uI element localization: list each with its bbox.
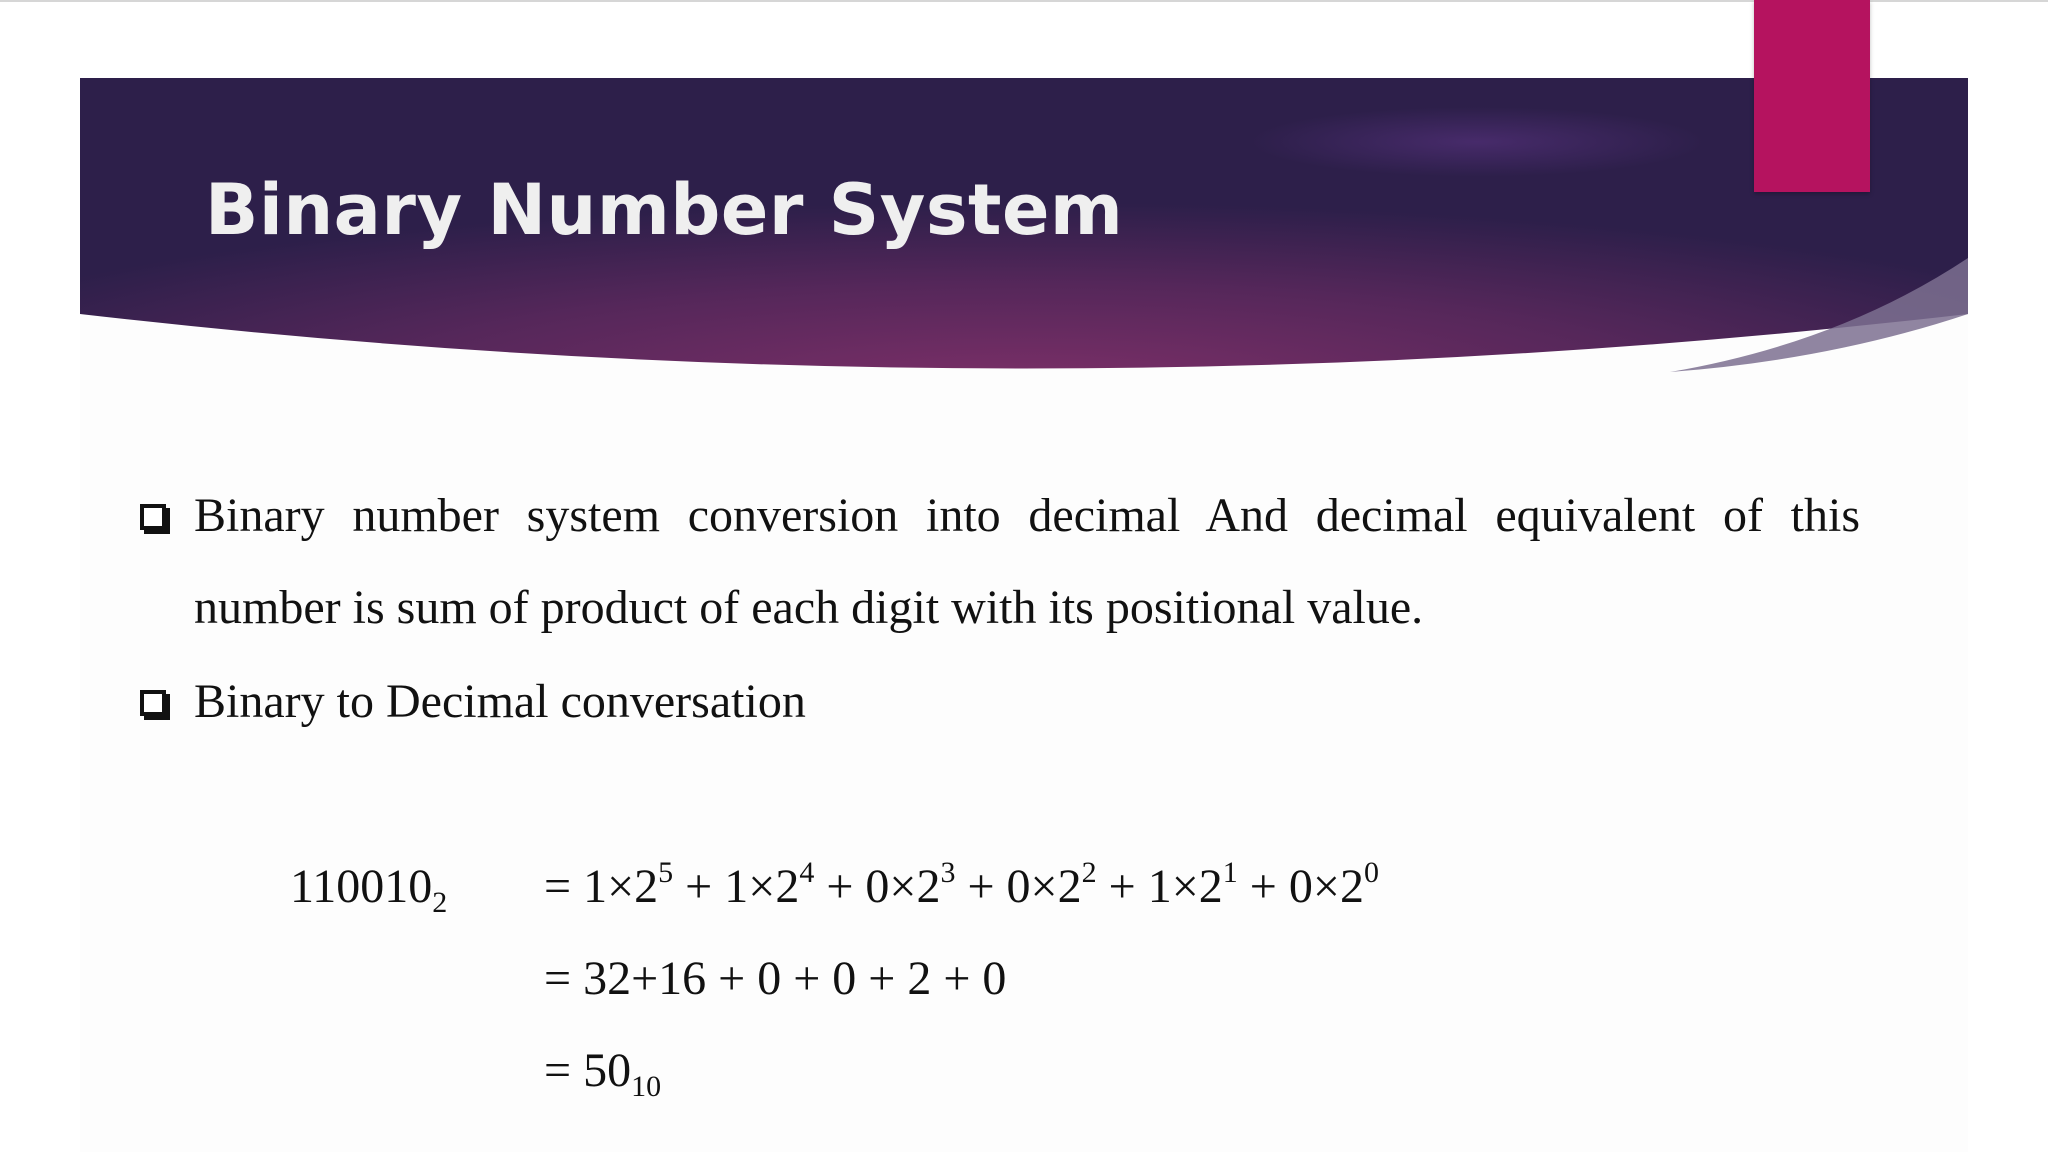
- term: $1\times 2^5$ +: [583, 856, 725, 913]
- bullet-text: Binary to Decimal conversation: [194, 675, 806, 728]
- checkbox-icon: [140, 504, 166, 530]
- decimal-base: 10: [631, 1070, 662, 1103]
- term: $0\times 2^3$ +: [865, 856, 1007, 913]
- term: $1\times 2^4$ +: [724, 856, 866, 913]
- bullet-text: Binary number system conversion into decimal And decimal equivalent of this number is sum of product of each digit with its positional value.: [194, 489, 1860, 634]
- equals-sign: =: [544, 1044, 584, 1097]
- equals-sign: =: [544, 860, 584, 913]
- sum-step: = 32+16 + 0 + 0 + 2 + 0: [544, 952, 1007, 1005]
- bullet-item: [140, 470, 1860, 654]
- slide-title: Binary Number System: [205, 169, 1124, 251]
- expansion-step: [544, 856, 1379, 913]
- binary-number: [290, 860, 448, 919]
- term: $0\times 2^2$ +: [1006, 856, 1148, 913]
- accent-tab: [1754, 0, 1870, 192]
- term: $1\times 2^1$ +: [1147, 856, 1289, 913]
- binary-digits: 110010: [290, 860, 433, 913]
- result-step: [544, 1044, 662, 1103]
- bullet-item: [140, 656, 1860, 748]
- checkbox-icon: [140, 690, 166, 716]
- binary-base: 2: [432, 886, 448, 919]
- decimal-result: 50: [583, 1044, 632, 1097]
- term: $0\times 2^0$: [1288, 856, 1379, 913]
- top-border: [0, 0, 2048, 2]
